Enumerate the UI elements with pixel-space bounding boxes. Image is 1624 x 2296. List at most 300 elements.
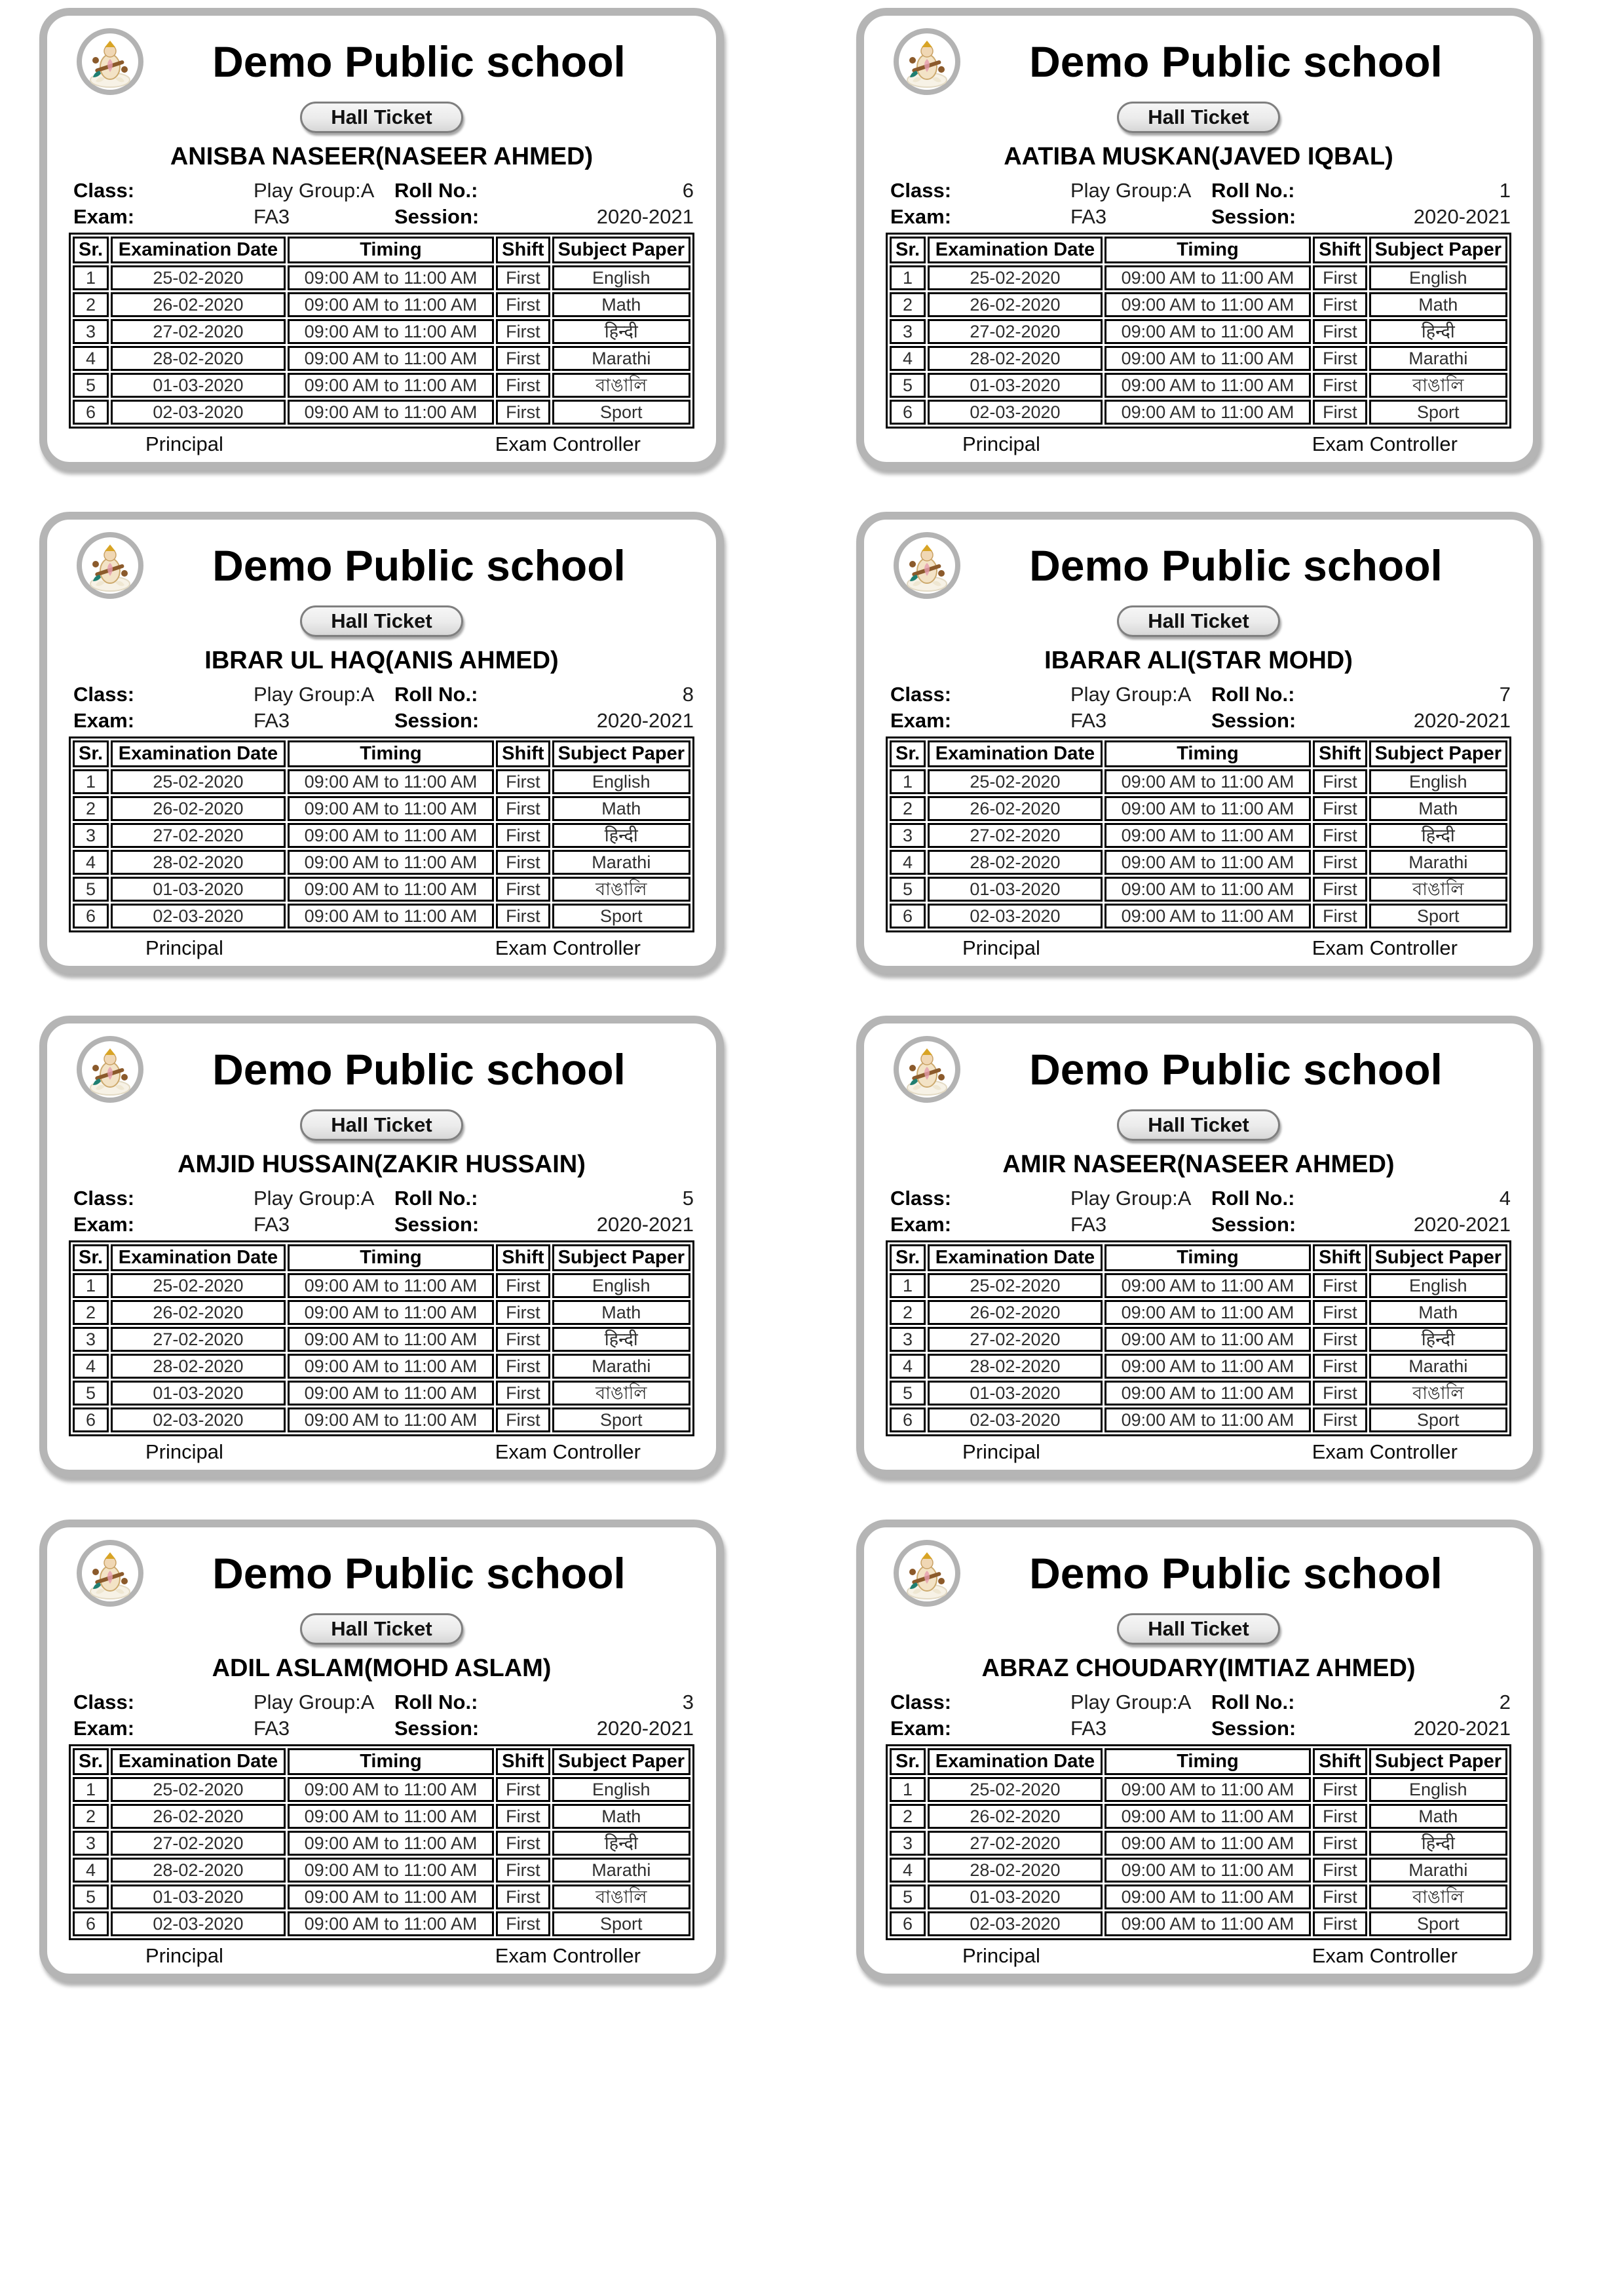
cell-date: 27-02-2020 xyxy=(928,823,1103,848)
cell-timing: 09:00 AM to 11:00 AM xyxy=(1105,1831,1311,1856)
student-name: ABRAZ CHOUDARY(IMTIAZ AHMED) xyxy=(981,1655,1416,1682)
session-label: Session: xyxy=(1211,1717,1296,1740)
cell-date: 02-03-2020 xyxy=(111,400,286,425)
class-label: Class: xyxy=(890,179,952,202)
cell-sr: 3 xyxy=(890,1327,926,1352)
cell-shift: First xyxy=(496,346,550,371)
schedule-row xyxy=(73,1911,690,1936)
cell-sr: 3 xyxy=(73,1327,109,1352)
schedule-row xyxy=(73,1300,690,1325)
table-header-row xyxy=(890,237,1507,263)
cell-sr: 3 xyxy=(890,319,926,344)
roll-value: 4 xyxy=(1499,1187,1511,1210)
cell-sr: 2 xyxy=(73,796,109,821)
exam-schedule-table xyxy=(69,1744,694,1940)
cell-subject: Math xyxy=(1369,1804,1507,1829)
cell-date: 28-02-2020 xyxy=(111,1354,286,1379)
hall-ticket-badge: Hall Ticket xyxy=(1117,102,1280,133)
cell-sr: 1 xyxy=(73,769,109,794)
hall-ticket-badge: Hall Ticket xyxy=(300,605,463,637)
cell-sr: 3 xyxy=(890,1831,926,1856)
school-logo-icon xyxy=(893,1035,961,1103)
cell-timing: 09:00 AM to 11:00 AM xyxy=(288,1885,494,1909)
roll-label: Roll No.: xyxy=(1211,1187,1295,1210)
cell-date: 25-02-2020 xyxy=(928,1273,1103,1298)
cell-timing: 09:00 AM to 11:00 AM xyxy=(288,1273,494,1298)
cell-shift: First xyxy=(1313,292,1367,317)
school-name: Demo Public school xyxy=(212,1549,626,1598)
class-label: Class: xyxy=(73,683,135,706)
cell-subject: বাঙালি xyxy=(1369,1885,1507,1909)
session-label: Session: xyxy=(1211,205,1296,228)
schedule-row xyxy=(890,1885,1507,1909)
cell-timing: 09:00 AM to 11:00 AM xyxy=(1105,1911,1311,1936)
schedule-row xyxy=(890,1327,1507,1352)
cell-subject: Math xyxy=(552,796,690,821)
cell-shift: First xyxy=(496,796,550,821)
schedule-row xyxy=(73,346,690,371)
cell-sr: 2 xyxy=(73,1300,109,1325)
cell-sr: 3 xyxy=(73,823,109,848)
roll-label: Roll No.: xyxy=(394,683,478,706)
cell-timing: 09:00 AM to 11:00 AM xyxy=(1105,769,1311,794)
cell-sr: 4 xyxy=(890,346,926,371)
cell-shift: First xyxy=(496,319,550,344)
exam-controller-label: Exam Controller xyxy=(1312,1440,1458,1463)
cell-sr: 5 xyxy=(73,1381,109,1406)
schedule-row xyxy=(73,904,690,928)
student-info xyxy=(73,1185,694,1238)
cell-date: 28-02-2020 xyxy=(928,1858,1103,1883)
student-info xyxy=(73,1689,694,1742)
cell-shift: First xyxy=(496,373,550,398)
cell-timing: 09:00 AM to 11:00 AM xyxy=(1105,373,1311,398)
cell-shift: First xyxy=(496,904,550,928)
header-timing: Timing xyxy=(288,1748,494,1775)
schedule-row xyxy=(890,769,1507,794)
cell-date: 27-02-2020 xyxy=(111,1831,286,1856)
card-header xyxy=(893,29,1511,94)
table-header-row xyxy=(73,1748,690,1775)
class-value: Play Group:A xyxy=(1070,1691,1192,1713)
cell-date: 27-02-2020 xyxy=(928,319,1103,344)
cell-sr: 1 xyxy=(73,1273,109,1298)
exam-label: Exam: xyxy=(73,205,135,228)
schedule-row xyxy=(73,1831,690,1856)
hall-ticket-badge: Hall Ticket xyxy=(1117,1613,1280,1645)
cell-subject: Sport xyxy=(552,904,690,928)
exam-schedule-table xyxy=(886,1744,1511,1940)
badge-row xyxy=(864,605,1533,638)
header-subject: Subject Paper xyxy=(552,1244,690,1271)
schedule-row xyxy=(890,877,1507,902)
school-name: Demo Public school xyxy=(212,541,626,590)
header-timing: Timing xyxy=(288,237,494,263)
schedule-row xyxy=(73,373,690,398)
school-name: Demo Public school xyxy=(212,37,626,86)
cell-timing: 09:00 AM to 11:00 AM xyxy=(288,850,494,875)
header-shift: Shift xyxy=(496,1244,550,1271)
exam-controller-label: Exam Controller xyxy=(495,432,641,455)
school-logo-icon xyxy=(893,28,961,96)
cell-timing: 09:00 AM to 11:00 AM xyxy=(288,769,494,794)
header-subject: Subject Paper xyxy=(552,740,690,767)
class-label: Class: xyxy=(73,1691,135,1713)
header-shift: Shift xyxy=(496,1748,550,1775)
header-date: Examination Date xyxy=(928,1244,1103,1271)
session-value: 2020-2021 xyxy=(596,1717,694,1740)
cell-date: 02-03-2020 xyxy=(111,904,286,928)
cell-timing: 09:00 AM to 11:00 AM xyxy=(1105,346,1311,371)
cell-sr: 3 xyxy=(890,823,926,848)
class-label: Class: xyxy=(890,683,952,706)
cell-date: 26-02-2020 xyxy=(111,1804,286,1829)
exam-value: FA3 xyxy=(1070,205,1107,228)
cell-sr: 2 xyxy=(73,1804,109,1829)
cell-sr: 5 xyxy=(73,877,109,902)
cell-subject: Math xyxy=(552,1804,690,1829)
schedule-row xyxy=(890,1777,1507,1802)
cell-sr: 6 xyxy=(890,1911,926,1936)
roll-value: 7 xyxy=(1499,683,1511,706)
cell-date: 01-03-2020 xyxy=(928,1381,1103,1406)
cell-shift: First xyxy=(496,1381,550,1406)
table-header-row xyxy=(890,1748,1507,1775)
cell-date: 02-03-2020 xyxy=(928,904,1103,928)
schedule-row xyxy=(73,1381,690,1406)
cell-shift: First xyxy=(1313,1885,1367,1909)
cell-shift: First xyxy=(1313,1831,1367,1856)
cell-shift: First xyxy=(1313,1804,1367,1829)
schedule-body xyxy=(73,1273,690,1432)
header-date: Examination Date xyxy=(111,1748,286,1775)
cell-shift: First xyxy=(1313,1273,1367,1298)
cell-sr: 4 xyxy=(890,850,926,875)
schedule-row xyxy=(73,400,690,425)
schedule-row xyxy=(890,904,1507,928)
cell-shift: First xyxy=(496,1885,550,1909)
cell-subject: Math xyxy=(1369,796,1507,821)
class-value: Play Group:A xyxy=(1070,683,1192,706)
header-sr: Sr. xyxy=(890,1748,926,1775)
info-row-class xyxy=(73,1185,694,1212)
class-value: Play Group:A xyxy=(254,1691,375,1713)
exam-label: Exam: xyxy=(890,205,952,228)
student-name: AMIR NASEER(NASEER AHMED) xyxy=(1002,1151,1395,1178)
cell-date: 26-02-2020 xyxy=(111,292,286,317)
schedule-row xyxy=(890,373,1507,398)
school-logo-icon xyxy=(76,28,144,96)
cell-date: 25-02-2020 xyxy=(111,1273,286,1298)
roll-value: 8 xyxy=(682,683,694,706)
schedule-row xyxy=(890,1381,1507,1406)
info-row-class xyxy=(890,681,1511,708)
schedule-row xyxy=(890,1300,1507,1325)
hall-tickets-grid xyxy=(39,8,1541,1981)
schedule-body xyxy=(890,769,1507,928)
cell-subject: Sport xyxy=(552,1407,690,1432)
header-sr: Sr. xyxy=(73,237,109,263)
cell-timing: 09:00 AM to 11:00 AM xyxy=(288,1407,494,1432)
hall-ticket-badge: Hall Ticket xyxy=(300,1109,463,1141)
header-subject: Subject Paper xyxy=(1369,1244,1507,1271)
cell-subject: বাঙালি xyxy=(1369,877,1507,902)
cell-shift: First xyxy=(496,265,550,290)
student-info xyxy=(890,681,1511,734)
school-name: Demo Public school xyxy=(212,1045,626,1094)
header-subject: Subject Paper xyxy=(552,237,690,263)
cell-shift: First xyxy=(496,823,550,848)
cell-shift: First xyxy=(496,1407,550,1432)
cell-shift: First xyxy=(1313,346,1367,371)
cell-shift: First xyxy=(496,1354,550,1379)
cell-date: 27-02-2020 xyxy=(928,1831,1103,1856)
cell-shift: First xyxy=(1313,400,1367,425)
schedule-row xyxy=(73,265,690,290)
cell-timing: 09:00 AM to 11:00 AM xyxy=(1105,1327,1311,1352)
schedule-row xyxy=(890,1831,1507,1856)
roll-label: Roll No.: xyxy=(394,1691,478,1713)
schedule-body xyxy=(890,1273,1507,1432)
schedule-body xyxy=(890,265,1507,425)
header-subject: Subject Paper xyxy=(552,1748,690,1775)
class-value: Play Group:A xyxy=(254,179,375,202)
hall-ticket-card xyxy=(856,1520,1541,1981)
student-info xyxy=(73,178,694,230)
cell-subject: Sport xyxy=(552,1911,690,1936)
cell-shift: First xyxy=(1313,1858,1367,1883)
cell-subject: English xyxy=(552,265,690,290)
header-subject: Subject Paper xyxy=(1369,1748,1507,1775)
cell-date: 01-03-2020 xyxy=(928,373,1103,398)
cell-subject: Marathi xyxy=(552,850,690,875)
cell-timing: 09:00 AM to 11:00 AM xyxy=(288,1354,494,1379)
card-header xyxy=(76,1037,694,1102)
hall-ticket-card xyxy=(39,1520,724,1981)
cell-date: 26-02-2020 xyxy=(111,1300,286,1325)
header-date: Examination Date xyxy=(111,1244,286,1271)
exam-schedule-table xyxy=(886,233,1511,429)
cell-date: 25-02-2020 xyxy=(928,265,1103,290)
header-subject: Subject Paper xyxy=(1369,740,1507,767)
school-name: Demo Public school xyxy=(1029,1549,1443,1598)
info-row-class xyxy=(73,1689,694,1715)
schedule-row xyxy=(73,796,690,821)
principal-label: Principal xyxy=(962,1944,1040,1967)
hall-ticket-card xyxy=(39,8,724,470)
student-info xyxy=(890,178,1511,230)
cell-subject: Math xyxy=(1369,292,1507,317)
header-timing: Timing xyxy=(1105,1244,1311,1271)
cell-subject: English xyxy=(552,769,690,794)
cell-sr: 5 xyxy=(73,373,109,398)
card-footer xyxy=(962,432,1458,456)
schedule-row xyxy=(890,292,1507,317)
cell-timing: 09:00 AM to 11:00 AM xyxy=(1105,877,1311,902)
cell-date: 01-03-2020 xyxy=(111,1885,286,1909)
info-row-exam xyxy=(73,1212,694,1238)
cell-date: 01-03-2020 xyxy=(111,877,286,902)
session-label: Session: xyxy=(394,205,480,228)
schedule-row xyxy=(73,319,690,344)
schedule-row xyxy=(73,1273,690,1298)
cell-date: 01-03-2020 xyxy=(928,1885,1103,1909)
student-name: IBRAR UL HAQ(ANIS AHMED) xyxy=(204,647,559,674)
session-value: 2020-2021 xyxy=(1413,1213,1511,1236)
cell-shift: First xyxy=(1313,1327,1367,1352)
cell-subject: Math xyxy=(552,1300,690,1325)
cell-sr: 5 xyxy=(890,877,926,902)
school-name: Demo Public school xyxy=(1029,1045,1443,1094)
cell-date: 28-02-2020 xyxy=(111,850,286,875)
schedule-row xyxy=(73,1885,690,1909)
header-sr: Sr. xyxy=(73,740,109,767)
cell-subject: हिन्दी xyxy=(1369,319,1507,344)
cell-subject: বাঙালি xyxy=(1369,1381,1507,1406)
cell-subject: Marathi xyxy=(552,1858,690,1883)
exam-label: Exam: xyxy=(890,1717,952,1740)
header-date: Examination Date xyxy=(928,1748,1103,1775)
badge-row xyxy=(864,1613,1533,1646)
schedule-body xyxy=(890,1777,1507,1936)
schedule-row xyxy=(890,1407,1507,1432)
card-header xyxy=(893,1037,1511,1102)
cell-sr: 6 xyxy=(73,904,109,928)
cell-shift: First xyxy=(1313,1381,1367,1406)
exam-value: FA3 xyxy=(1070,1717,1107,1740)
cell-timing: 09:00 AM to 11:00 AM xyxy=(288,904,494,928)
cell-shift: First xyxy=(496,1327,550,1352)
table-header-row xyxy=(890,1244,1507,1271)
school-logo-icon xyxy=(76,1539,144,1607)
cell-subject: বাঙালি xyxy=(552,877,690,902)
cell-timing: 09:00 AM to 11:00 AM xyxy=(288,1381,494,1406)
info-row-exam xyxy=(73,708,694,734)
hall-ticket-badge: Hall Ticket xyxy=(300,1613,463,1645)
exam-controller-label: Exam Controller xyxy=(495,936,641,959)
card-footer xyxy=(145,432,641,456)
cell-shift: First xyxy=(496,1858,550,1883)
cell-date: 26-02-2020 xyxy=(111,796,286,821)
cell-date: 26-02-2020 xyxy=(928,1804,1103,1829)
cell-date: 28-02-2020 xyxy=(111,1858,286,1883)
header-date: Examination Date xyxy=(111,237,286,263)
cell-date: 01-03-2020 xyxy=(111,373,286,398)
student-name: ADIL ASLAM(MOHD ASLAM) xyxy=(212,1655,552,1682)
cell-subject: हिन्दी xyxy=(552,1327,690,1352)
cell-timing: 09:00 AM to 11:00 AM xyxy=(288,1804,494,1829)
table-header-row xyxy=(890,740,1507,767)
cell-subject: বাঙালি xyxy=(1369,373,1507,398)
cell-subject: Marathi xyxy=(1369,1858,1507,1883)
cell-timing: 09:00 AM to 11:00 AM xyxy=(1105,1300,1311,1325)
schedule-row xyxy=(890,1354,1507,1379)
cell-date: 25-02-2020 xyxy=(111,1777,286,1802)
student-name: AATIBA MUSKAN(JAVED IQBAL) xyxy=(1004,143,1393,170)
cell-date: 25-02-2020 xyxy=(928,769,1103,794)
cell-shift: First xyxy=(1313,1300,1367,1325)
card-header xyxy=(76,29,694,94)
cell-shift: First xyxy=(496,877,550,902)
cell-date: 28-02-2020 xyxy=(928,850,1103,875)
cell-shift: First xyxy=(1313,265,1367,290)
principal-label: Principal xyxy=(145,1440,223,1463)
schedule-row xyxy=(890,1273,1507,1298)
header-shift: Shift xyxy=(1313,237,1367,263)
schedule-row xyxy=(73,823,690,848)
badge-row xyxy=(47,1109,716,1142)
cell-sr: 1 xyxy=(890,1273,926,1298)
cell-timing: 09:00 AM to 11:00 AM xyxy=(288,265,494,290)
header-date: Examination Date xyxy=(111,740,286,767)
cell-date: 26-02-2020 xyxy=(928,292,1103,317)
exam-value: FA3 xyxy=(254,1717,290,1740)
cell-subject: हिन्दी xyxy=(1369,1831,1507,1856)
cell-sr: 6 xyxy=(73,1911,109,1936)
schedule-row xyxy=(73,1777,690,1802)
header-sr: Sr. xyxy=(890,1244,926,1271)
header-subject: Subject Paper xyxy=(1369,237,1507,263)
cell-sr: 6 xyxy=(73,1407,109,1432)
cell-timing: 09:00 AM to 11:00 AM xyxy=(288,1300,494,1325)
exam-controller-label: Exam Controller xyxy=(495,1440,641,1463)
header-sr: Sr. xyxy=(73,1244,109,1271)
session-value: 2020-2021 xyxy=(1413,709,1511,732)
card-header xyxy=(893,1540,1511,1606)
schedule-body xyxy=(73,769,690,928)
cell-shift: First xyxy=(496,1831,550,1856)
cell-date: 26-02-2020 xyxy=(928,796,1103,821)
schedule-row xyxy=(73,1327,690,1352)
cell-sr: 2 xyxy=(890,1804,926,1829)
card-footer xyxy=(145,936,641,960)
session-value: 2020-2021 xyxy=(1413,1717,1511,1740)
cell-date: 25-02-2020 xyxy=(111,769,286,794)
cell-subject: Sport xyxy=(1369,1911,1507,1936)
schedule-body xyxy=(73,265,690,425)
cell-shift: First xyxy=(496,1777,550,1802)
cell-timing: 09:00 AM to 11:00 AM xyxy=(288,400,494,425)
cell-shift: First xyxy=(1313,796,1367,821)
exam-label: Exam: xyxy=(73,1717,135,1740)
card-header xyxy=(893,533,1511,598)
student-name: IBARAR ALI(STAR MOHD) xyxy=(1044,647,1353,674)
cell-subject: हिन्दी xyxy=(1369,823,1507,848)
principal-label: Principal xyxy=(145,1944,223,1967)
cell-subject: English xyxy=(1369,265,1507,290)
cell-date: 02-03-2020 xyxy=(928,1407,1103,1432)
cell-timing: 09:00 AM to 11:00 AM xyxy=(1105,1804,1311,1829)
class-value: Play Group:A xyxy=(254,683,375,706)
cell-shift: First xyxy=(1313,904,1367,928)
school-logo-icon xyxy=(76,1035,144,1103)
cell-date: 02-03-2020 xyxy=(111,1407,286,1432)
cell-subject: हिन्दी xyxy=(1369,1327,1507,1352)
card-footer xyxy=(962,1944,1458,1968)
cell-subject: English xyxy=(552,1777,690,1802)
exam-label: Exam: xyxy=(73,709,135,732)
cell-shift: First xyxy=(496,1273,550,1298)
exam-label: Exam: xyxy=(890,709,952,732)
exam-controller-label: Exam Controller xyxy=(1312,1944,1458,1967)
cell-shift: First xyxy=(496,769,550,794)
header-sr: Sr. xyxy=(890,740,926,767)
cell-timing: 09:00 AM to 11:00 AM xyxy=(288,823,494,848)
schedule-row xyxy=(890,796,1507,821)
cell-timing: 09:00 AM to 11:00 AM xyxy=(288,877,494,902)
info-row-class xyxy=(890,1689,1511,1715)
schedule-row xyxy=(73,1354,690,1379)
